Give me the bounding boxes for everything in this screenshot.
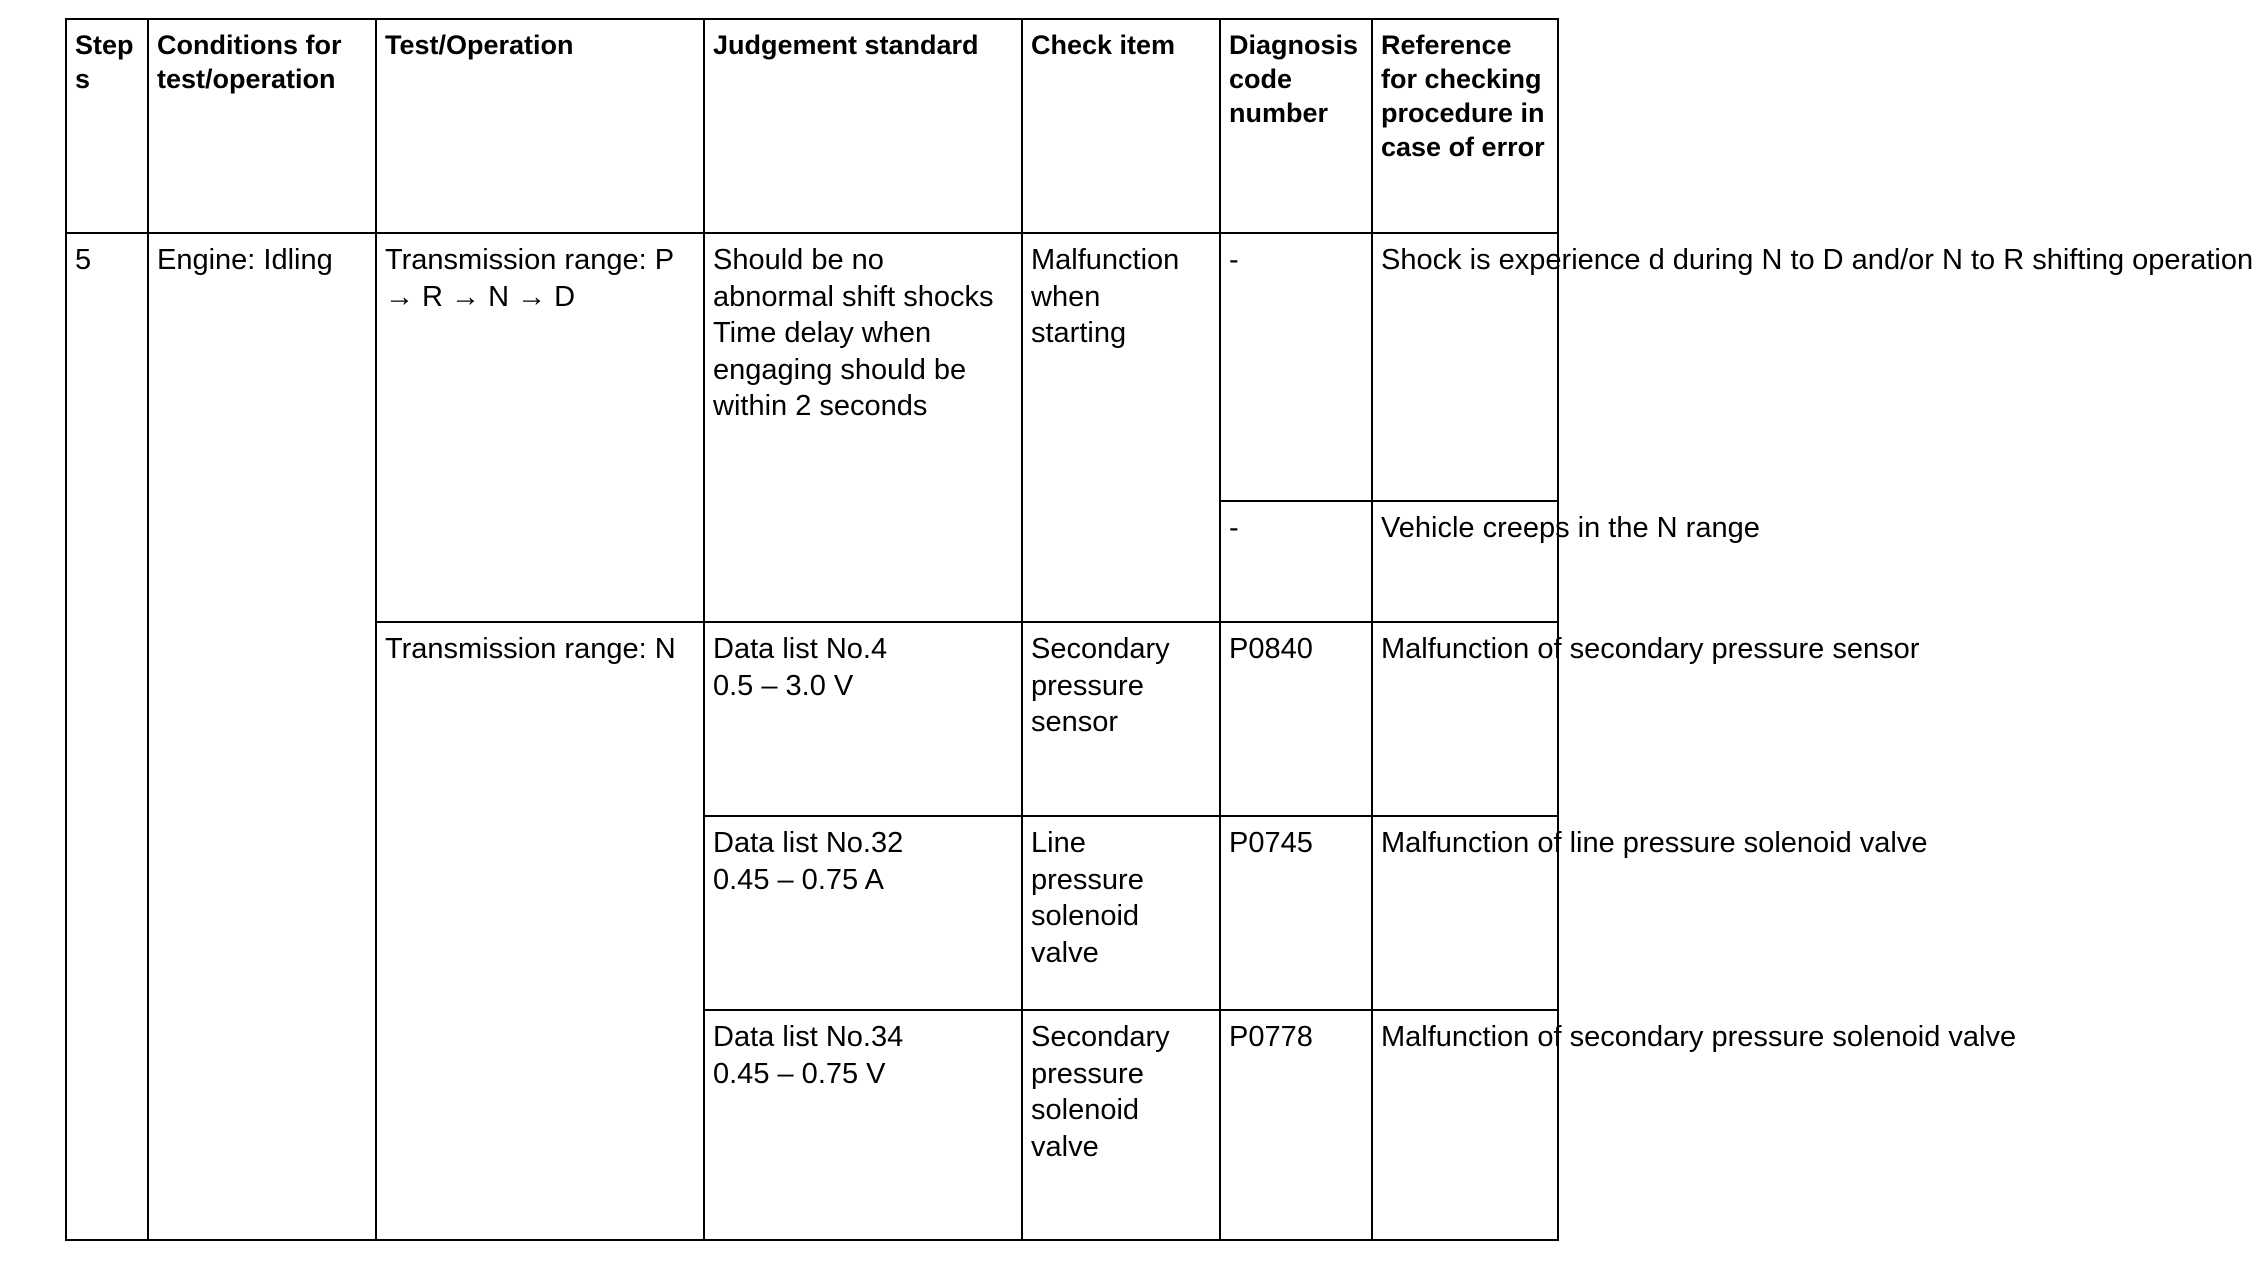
check-item-cell: Line pressure solenoid valve bbox=[1022, 816, 1220, 1010]
judgement-cell: Should be no abnormal shift shocks Time delay when engaging should be within 2 seconds bbox=[704, 233, 1022, 622]
check-item-cell: Secondary pressure solenoid valve bbox=[1022, 1010, 1220, 1240]
reference-cell: Shock is experience d during N to D and/or N to R shifting operation bbox=[1372, 233, 1558, 501]
header-steps: Step s bbox=[66, 19, 148, 233]
diagnosis-code-cell: - bbox=[1220, 501, 1372, 622]
condition-cell: Engine: Idling bbox=[148, 233, 376, 1240]
header-check-item: Check item bbox=[1022, 19, 1220, 233]
judgement-cell: Data list No.34 0.45 – 0.75 V bbox=[704, 1010, 1022, 1240]
diagnosis-table bbox=[65, 18, 2253, 1241]
header-test-operation: Test/Operation bbox=[376, 19, 704, 233]
judgement-cell: Data list No.32 0.45 – 0.75 A bbox=[704, 816, 1022, 1010]
diagnosis-code-cell: P0840 bbox=[1220, 622, 1372, 816]
test-operation-cell: Transmission range: P → R → N → D bbox=[376, 233, 704, 622]
judgement-cell: Data list No.4 0.5 – 3.0 V bbox=[704, 622, 1022, 816]
step-cell: 5 bbox=[66, 233, 148, 1240]
check-item-cell: Malfunction when starting bbox=[1022, 233, 1220, 622]
reference-cell: Malfunction of line pressure solenoid valve bbox=[1372, 816, 1558, 1010]
header-reference: Reference for checking procedure in case of error bbox=[1372, 19, 1558, 233]
header-row bbox=[66, 19, 1558, 233]
header-conditions: Conditions for test/operation bbox=[148, 19, 376, 233]
header-diagnosis-code: Diagnosis code number bbox=[1220, 19, 1372, 233]
reference-cell: Vehicle creeps in the N range bbox=[1372, 501, 1558, 622]
diagnosis-code-cell: P0778 bbox=[1220, 1010, 1372, 1240]
header-judgement-standard: Judgement standard bbox=[704, 19, 1022, 233]
reference-cell: Malfunction of secondary pressure solenoid valve bbox=[1372, 1010, 1558, 1240]
check-item-cell: Secondary pressure sensor bbox=[1022, 622, 1220, 816]
test-operation-cell: Transmission range: N bbox=[376, 622, 704, 1240]
table-row bbox=[66, 233, 1558, 501]
reference-cell: Malfunction of secondary pressure sensor bbox=[1372, 622, 1558, 816]
diagnosis-code-cell: P0745 bbox=[1220, 816, 1372, 1010]
diagnosis-code-cell: - bbox=[1220, 233, 1372, 501]
